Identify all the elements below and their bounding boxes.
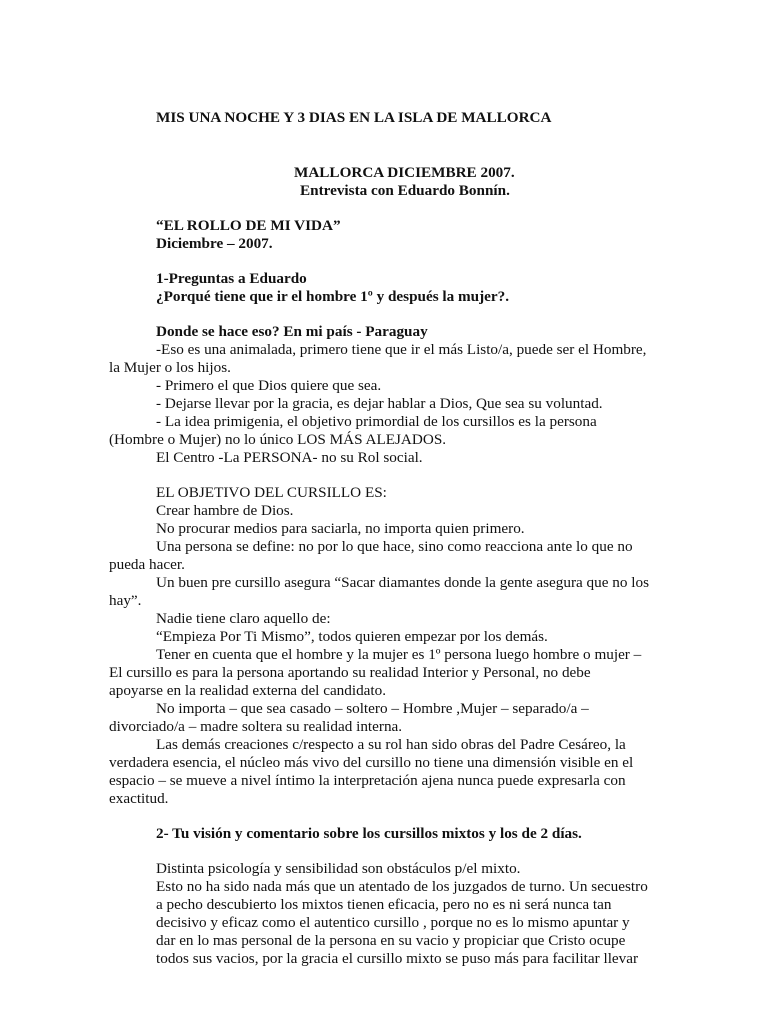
document-title: MIS UNA NOCHE Y 3 DIAS EN LA ISLA DE MALLORCA bbox=[156, 109, 552, 126]
section-date: Diciembre – 2007. bbox=[156, 235, 273, 252]
paragraph-line: “Empieza Por Ti Mismo”, todos quieren empezar por los demás. bbox=[156, 628, 548, 645]
paragraph-line: divorciado/a – madre soltera su realidad interna. bbox=[109, 718, 403, 735]
paragraph-line: No procurar medios para saciarla, no importa quien primero. bbox=[156, 520, 525, 537]
paragraph-line: No importa – que sea casado – soltero – Hombre ,Mujer – separado/a – bbox=[156, 700, 589, 717]
question-1-text: ¿Porqué tiene que ir el hombre 1º y después la mujer?. bbox=[156, 288, 510, 305]
question-1-heading: 1-Preguntas a Eduardo bbox=[156, 270, 307, 287]
paragraph-line: pueda hacer. bbox=[109, 556, 185, 573]
section-title: “EL ROLLO DE MI VIDA” bbox=[156, 217, 341, 234]
paragraph-line: todos sus vacios, por la gracia el cursillo mixto se puso más para facilitar llevar bbox=[156, 950, 639, 967]
paragraph-line: dar en lo mas personal de la persona en su vacio y propiciar que Cristo ocupe bbox=[156, 932, 626, 949]
paragraph-line: la Mujer o los hijos. bbox=[109, 359, 231, 376]
paragraph-line: apoyarse en la realidad externa del candidato. bbox=[109, 682, 387, 699]
paragraph-line: El Centro -La PERSONA- no su Rol social. bbox=[156, 449, 423, 466]
paragraph-line: Las demás creaciones c/respecto a su rol han sido obras del Padre Cesáreo, la bbox=[156, 736, 626, 753]
paragraph-line: - Primero el que Dios quiere que sea. bbox=[156, 377, 382, 394]
paragraph-line: Nadie tiene claro aquello de: bbox=[156, 610, 331, 627]
paragraph-line: - Dejarse llevar por la gracia, es dejar hablar a Dios, Que sea su voluntad. bbox=[156, 395, 603, 412]
paragraph-line: Tener en cuenta que el hombre y la mujer es 1º persona luego hombre o mujer – bbox=[156, 646, 642, 663]
paragraph-line: a pecho descubierto los mixtos tienen eficacia, pero no es ni será nunca tan bbox=[156, 896, 612, 913]
paragraph-line: - La idea primigenia, el objetivo primordial de los cursillos es la persona bbox=[156, 413, 597, 430]
paragraph-line: hay”. bbox=[109, 592, 142, 609]
paragraph-line: Una persona se define: no por lo que hace, sino como reacciona ante lo que no bbox=[156, 538, 633, 555]
paragraph-line: Crear hambre de Dios. bbox=[156, 502, 294, 519]
paragraph-line: (Hombre o Mujer) no lo único LOS MÁS ALEJADOS. bbox=[109, 431, 447, 448]
paragraph-line: exactitud. bbox=[109, 790, 169, 807]
question-2-heading: 2- Tu visión y comentario sobre los cursillos mixtos y los de 2 días. bbox=[156, 825, 582, 842]
subtitle-date: MALLORCA DICIEMBRE 2007. bbox=[294, 164, 515, 181]
paragraph-line: espacio – se mueve a nivel íntimo la interpretación ajena nunca puede expresarla con bbox=[109, 772, 626, 789]
objective-heading: EL OBJETIVO DEL CURSILLO ES: bbox=[156, 484, 387, 501]
paragraph-line: Esto no ha sido nada más que un atentado de los juzgados de turno. Un secuestro bbox=[156, 878, 648, 895]
paragraph-line: verdadera esencia, el núcleo más vivo del cursillo no tiene una dimensión visible en el bbox=[109, 754, 634, 771]
paragraph-line: -Eso es una animalada, primero tiene que ir el más Listo/a, puede ser el Hombre, bbox=[156, 341, 647, 358]
paragraph-line: El cursillo es para la persona aportando su realidad Interior y Personal, no debe bbox=[109, 664, 591, 681]
question-1-subheading: Donde se hace eso? En mi país - Paraguay bbox=[156, 323, 428, 340]
paragraph-line: Un buen pre cursillo asegura “Sacar diamantes donde la gente asegura que no los bbox=[156, 574, 649, 591]
subtitle-interview: Entrevista con Eduardo Bonnín. bbox=[300, 182, 510, 199]
paragraph-line: decisivo y eficaz como el autentico cursillo , porque no es lo mismo apuntar y bbox=[156, 914, 630, 931]
paragraph-line: Distinta psicología y sensibilidad son obstáculos p/el mixto. bbox=[156, 860, 521, 877]
